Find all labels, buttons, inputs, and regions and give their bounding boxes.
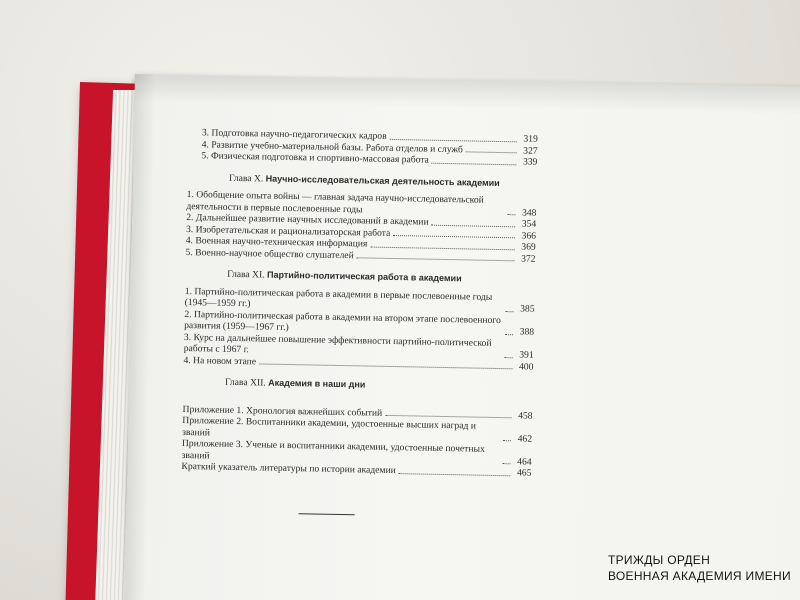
- appendix-list: [181, 403, 532, 479]
- dot-leader: [399, 473, 511, 476]
- cover-title-line: ВОЕННАЯ АКАДЕМИЯ ИМЕНИ: [608, 569, 791, 583]
- dot-leader: [503, 440, 511, 441]
- toc-entry-page: 327: [523, 144, 538, 157]
- dot-leader: [390, 138, 517, 141]
- chapter-title: Партийно-политическая работа в академии: [266, 269, 462, 284]
- toc-entry-page: 339: [522, 156, 538, 168]
- toc-entry-page: 465: [516, 467, 532, 479]
- toc-entry-text: Приложение 3. Ученые и воспитанники академии, удостоенные почетных званий: [181, 437, 485, 462]
- chapter-heading-xii: [225, 377, 533, 394]
- table-of-contents: [181, 127, 538, 518]
- book-page: [124, 74, 800, 600]
- dot-leader: [503, 463, 511, 464]
- toc-entry-page: 348: [521, 206, 537, 219]
- toc-entry-text: 2. Партийно-политическая работа в академии на втором этапе послевоенного развития (1959—1967 гг.): [184, 308, 501, 333]
- end-rule: [299, 513, 355, 515]
- dot-leader: [432, 224, 516, 227]
- toc-entry-page: 462: [517, 432, 533, 445]
- dot-leader: [259, 363, 512, 369]
- dot-leader: [507, 214, 515, 215]
- cover-title-text: [608, 552, 800, 584]
- dot-leader: [506, 311, 514, 312]
- chapter-number: Глава XII.: [224, 376, 266, 389]
- toc-entry-text: 2. Дальнейшее развитие научных исследований в академии: [186, 212, 429, 228]
- toc-entry-page: 464: [517, 455, 532, 468]
- toc-entry-text: 4. Развитие учебно-материальной базы. Работа отделов и служб: [201, 138, 463, 155]
- chapter-number: Глава X.: [228, 172, 264, 184]
- toc-entry-text: Краткий указатель литературы по истории академии: [181, 460, 396, 477]
- toc-entry-page: 369: [521, 241, 536, 253]
- toc-entry-page: 400: [518, 360, 534, 373]
- chapter-heading-xi: [227, 269, 535, 286]
- toc-entry-text: 5. Физическая подготовка и спортивно-массовая работа: [201, 150, 429, 166]
- dot-leader: [393, 235, 515, 238]
- chapter-title: Научно-исследовательская деятельность академии: [265, 173, 500, 188]
- toc-entry-text: 1. Партийно-политическая работа в академии в первые послевоенные годы (1945—1959 гг.): [184, 285, 493, 310]
- dot-leader: [385, 415, 511, 418]
- dot-leader: [370, 246, 514, 250]
- toc-entry-text: Приложение 1. Хронология важнейших событий: [182, 403, 383, 419]
- toc-entry-text: 4. Военная научно-техническая информация: [185, 235, 368, 250]
- toc-entry-text: 5. Военно-научное общество слушателей: [185, 246, 354, 261]
- toc-entry-text: 3. Курс на дальнейшее повышение эффективности партийно-политической работы с 1967 г.: [183, 331, 492, 356]
- toc-entry-page: 319: [523, 133, 538, 145]
- dot-leader: [432, 162, 517, 165]
- dot-leader: [466, 151, 517, 153]
- toc-entry-text: 1. Обобщение опыта войны — главная задача научно-исследовательской деятельности в первые послевоенные годы: [186, 189, 484, 215]
- chapter-heading-x: [229, 172, 537, 189]
- cover-title-line: ТРИЖДЫ ОРДЕН: [608, 553, 711, 567]
- toc-entry-text: Приложение 2. Воспитанники академии, удостоенные высших наград и званий: [182, 414, 477, 439]
- toc-entry-page: 458: [518, 409, 533, 422]
- toc-entry-page: 388: [519, 326, 535, 338]
- dot-leader: [505, 334, 513, 335]
- toc-entry-text: 4. На новом этапе: [183, 354, 257, 367]
- chapter-number: Глава XI.: [227, 268, 265, 281]
- toc-entry-text: 3. Изобретательская и рационализаторская работа: [185, 223, 391, 239]
- dot-leader: [357, 257, 515, 261]
- dot-leader: [505, 357, 513, 358]
- toc-entry-page: 391: [519, 349, 534, 361]
- toc-entry-page: 385: [520, 303, 535, 315]
- toc-entry-page: 366: [521, 229, 537, 242]
- toc-entry-page: 354: [521, 218, 537, 230]
- chapter-title: Академия в наши дни: [268, 377, 366, 390]
- toc-entry-page: 372: [521, 252, 536, 265]
- toc-entry-text: 3. Подготовка научно-педагогических кадров: [201, 127, 387, 142]
